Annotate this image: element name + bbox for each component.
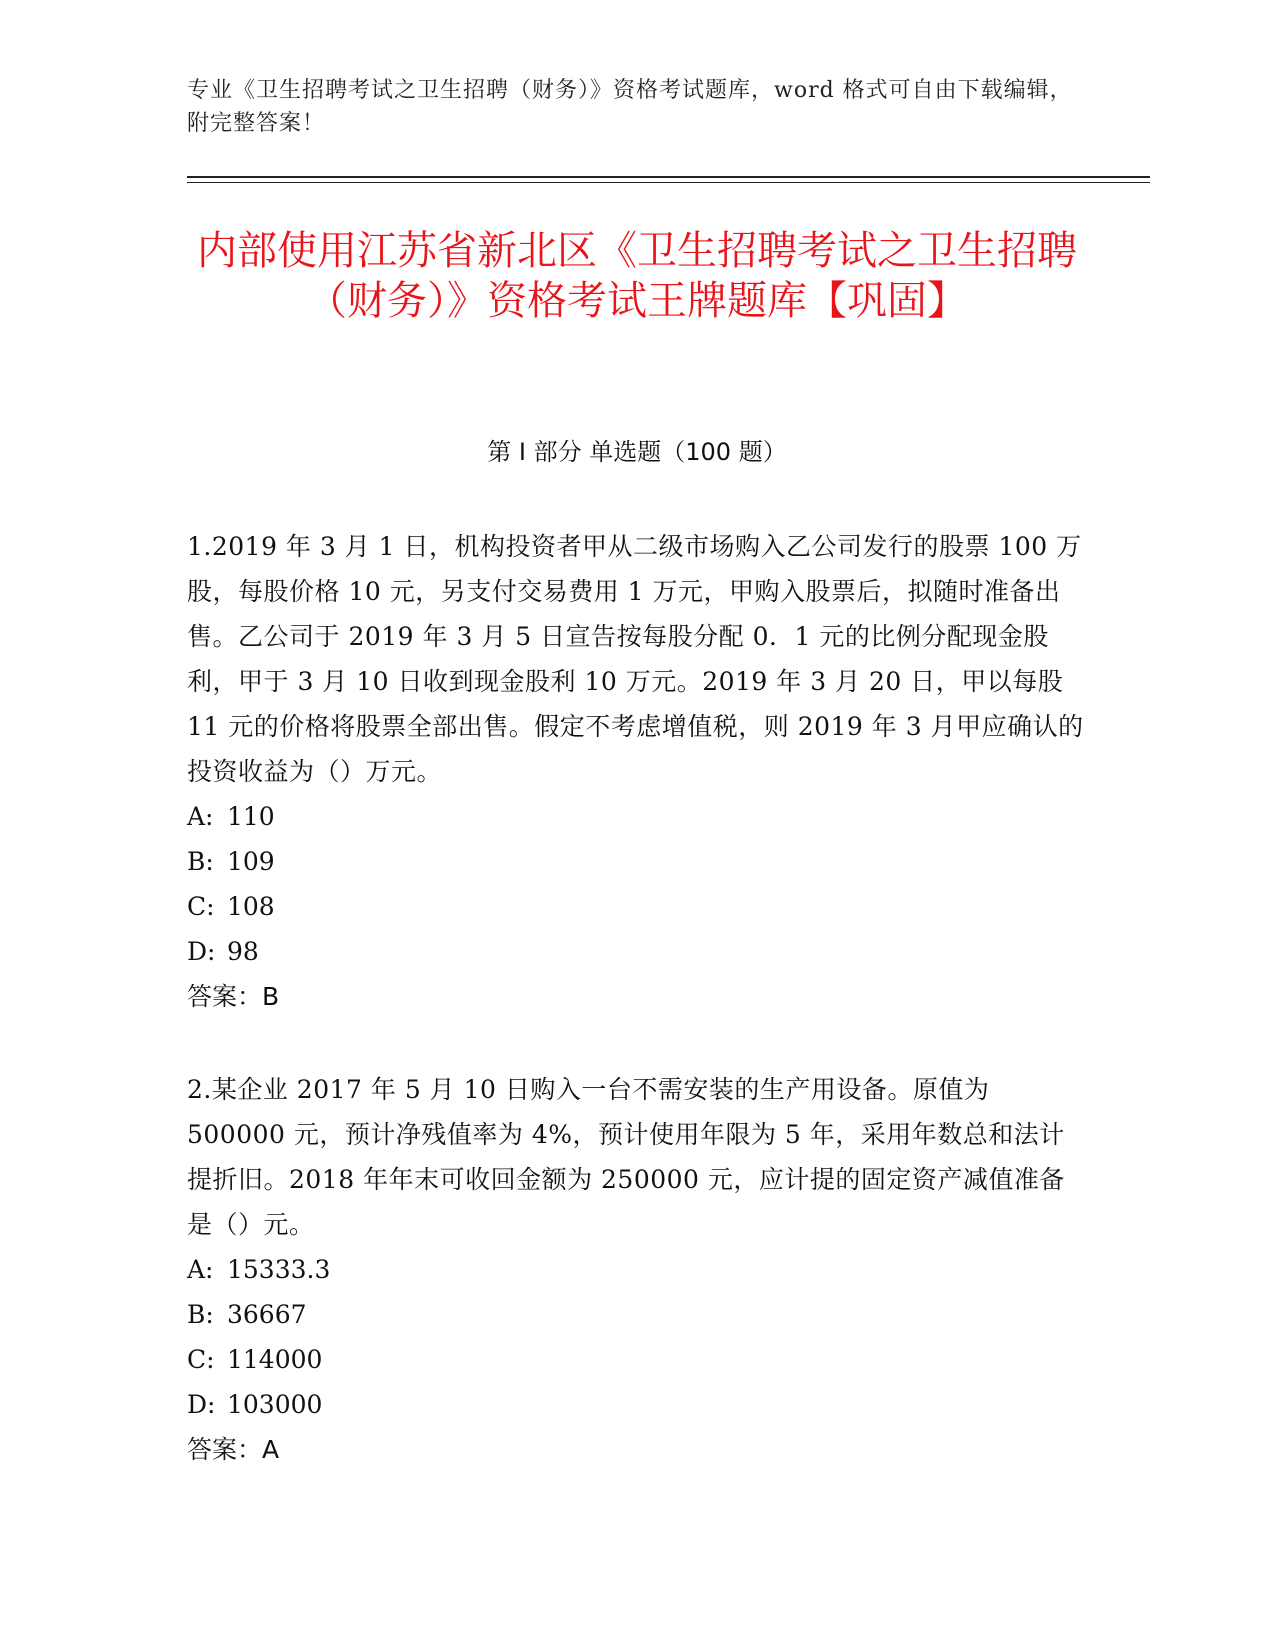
option-d: [187, 929, 1087, 974]
section-heading: 第 I 部分 单选题（100 题）: [487, 438, 787, 466]
option-d: [187, 1382, 1087, 1427]
option-text: 15333.3: [227, 1255, 331, 1284]
option-text: 108: [227, 892, 275, 921]
question-stem: 2.某企业 2017 年 5 月 10 日购入一台不需安装的生产用设备。原值为 500000 元，预计净残值率为 4%，预计使用年限为 5 年，采用年数总和法计提折旧。2018 年年末可收回金额为 250000 元，应计提的固定资产减值准备是（）元。: [187, 1075, 1065, 1239]
option-key: C:: [187, 892, 215, 921]
answer-line: 答案：B: [187, 982, 280, 1011]
question-2: [187, 1067, 1087, 1472]
question-1: [187, 524, 1087, 1019]
question-stem: 1.2019 年 3 月 1 日，机构投资者甲从二级市场购入乙公司发行的股票 100 万股，每股价格 10 元，另支付交易费用 1 万元，甲购入股票后，拟随时准备出售。乙公司于 2019 年 3 月 5 日宣告按每股分配 0．1 元的比例分配现金股利，甲于 3 月 10 日收到现金股利 10 万元。2019 年 3 月 20 日，甲以每股 11 元的价格将股票全部出售。假定不考虑增值税，则 2019 年 3 月甲应确认的投资收益为（）万元。: [187, 532, 1084, 786]
option-key: A:: [187, 1255, 214, 1284]
option-text: 109: [227, 847, 275, 876]
option-text: 114000: [227, 1345, 323, 1374]
option-key: D:: [187, 1390, 216, 1419]
option-text: 36667: [227, 1300, 307, 1329]
header-divider-thick: [187, 176, 1150, 178]
option-key: D:: [187, 937, 216, 966]
header-divider-thin: [187, 182, 1150, 183]
header-note: 专业《卫生招聘考试之卫生招聘（财务）》资格考试题库，word 格式可自由下载编辑，附完整答案！: [187, 78, 1073, 136]
option-b: [187, 1292, 1087, 1337]
option-b: [187, 839, 1087, 884]
option-key: B:: [187, 1300, 214, 1329]
option-c: [187, 1337, 1087, 1382]
option-c: [187, 884, 1087, 929]
option-key: B:: [187, 847, 214, 876]
option-a: [187, 1247, 1087, 1292]
option-text: 103000: [227, 1390, 323, 1419]
answer-line: 答案：A: [187, 1435, 280, 1464]
option-key: A:: [187, 802, 214, 831]
option-text: 110: [227, 802, 275, 831]
option-text: 98: [227, 937, 259, 966]
option-key: C:: [187, 1345, 215, 1374]
option-a: [187, 794, 1087, 839]
document-title: 内部使用江苏省新北区《卫生招聘考试之卫生招聘（财务）》资格考试王牌题库【巩固】: [197, 228, 1077, 324]
